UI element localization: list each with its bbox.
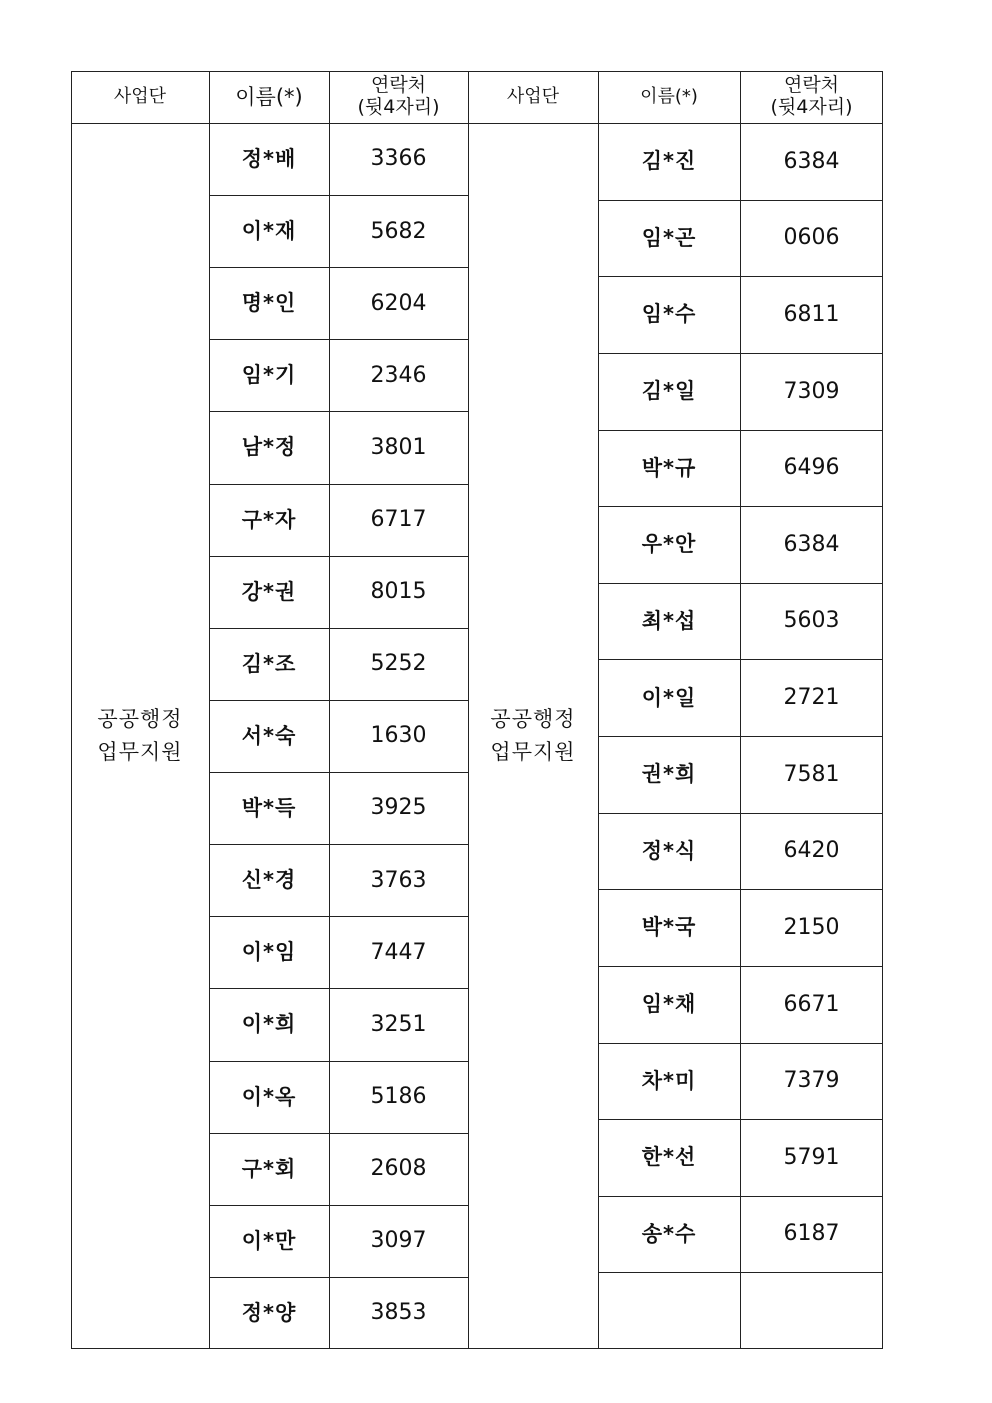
dept-right-line1: 공공행정 [490,707,576,732]
h-rule [209,1277,468,1278]
h-rule [209,195,468,196]
v-rule [740,71,741,1349]
right-contact-cell: 7581 [783,761,840,787]
right-name-cell [598,1272,740,1349]
header-contact-right-line1: 연락처 [783,74,840,97]
left-name-cell: 정*양 [241,1300,297,1325]
h-rule [209,772,468,773]
right-name-cell: 송*수 [641,1221,697,1246]
left-name-cell: 서*숙 [241,723,297,748]
left-name-cell: 이*재 [241,219,297,244]
left-contact-cell: 2346 [370,362,427,388]
left-name-cell: 임*기 [241,363,297,388]
left-contact-cell: 2608 [370,1156,427,1182]
header-contact-right [740,71,883,123]
right-contact-cell: 6187 [783,1221,840,1247]
h-rule [598,813,883,814]
header-contact-left-line2: (뒷4자리) [357,96,440,118]
left-name-cell: 이*만 [241,1228,297,1253]
h-rule [598,583,883,584]
left-name-cell: 강*권 [241,579,297,604]
left-contact-cell: 3366 [370,146,427,172]
right-name-cell: 최*섭 [641,608,697,633]
dept-right-line2: 업무지원 [490,740,576,764]
h-rule [209,844,468,845]
v-rule [468,71,469,1349]
v-rule [329,71,330,1349]
right-name-cell: 박*국 [641,915,697,940]
right-contact-cell: 6384 [783,531,840,557]
left-name-cell: 김*조 [241,651,297,676]
h-rule [209,1133,468,1134]
header-dept-left: 사업단 [113,85,167,107]
dept-cell-left [71,123,209,1349]
right-name-cell: 차*미 [641,1068,697,1093]
header-contact-right-line2: (뒷4자리) [770,96,853,118]
h-rule [598,276,883,277]
left-name-cell: 명*인 [241,291,297,316]
left-contact-cell: 3925 [370,795,427,821]
h-rule [209,339,468,340]
left-contact-cell: 7447 [370,939,427,965]
right-name-cell: 임*채 [641,992,697,1017]
dept-cell-right [468,123,598,1349]
left-contact-cell: 6204 [370,290,427,316]
h-rule [598,506,883,507]
h-rule [209,556,468,557]
right-contact-cell: 7309 [783,378,840,404]
right-name-cell: 박*규 [641,455,697,480]
left-contact-cell: 5186 [370,1083,427,1109]
left-contact-cell: 3801 [370,434,427,460]
left-contact-cell: 6717 [370,506,427,532]
dept-left-line1: 공공행정 [97,707,183,732]
v-rule [598,71,599,1349]
h-rule [598,659,883,660]
right-contact-cell: 5791 [783,1144,840,1170]
right-contact-cell: 2150 [783,914,840,940]
right-contact-cell: 6420 [783,838,840,864]
header-contact-left-line1: 연락처 [370,74,427,97]
h-rule [598,1043,883,1044]
h-rule [598,1119,883,1120]
h-rule [209,1061,468,1062]
right-contact-cell [740,1272,883,1349]
right-name-cell: 권*희 [641,762,697,787]
right-name-cell: 임*수 [641,302,697,327]
h-rule [209,988,468,989]
left-contact-cell: 3853 [370,1300,427,1326]
right-name-cell: 임*곤 [641,225,697,250]
dept-left-line2: 업무지원 [97,740,183,764]
header-name-right: 이름(*) [640,85,698,107]
h-rule [598,430,883,431]
h-rule [598,889,883,890]
h-rule [598,353,883,354]
left-name-cell: 구*회 [241,1156,297,1181]
header-name-left: 이름(*) [235,84,303,109]
right-contact-cell: 5603 [783,608,840,634]
header-dept-right: 사업단 [506,85,560,107]
right-name-cell: 김*진 [641,149,697,174]
h-rule [71,1348,883,1349]
h-rule [598,1272,883,1273]
h-rule [209,700,468,701]
left-name-cell: 이*임 [241,940,297,965]
h-rule [209,1205,468,1206]
left-name-cell: 이*희 [241,1012,297,1037]
left-contact-cell: 5682 [370,218,427,244]
h-rule [598,1196,883,1197]
left-contact-cell: 3763 [370,867,427,893]
v-rule [71,71,72,1349]
right-name-cell: 우*안 [641,532,697,557]
h-rule [598,200,883,201]
h-rule [209,267,468,268]
left-contact-cell: 8015 [370,579,427,605]
left-name-cell: 이*옥 [241,1084,297,1109]
v-rule [209,71,210,1349]
right-name-cell: 정*식 [641,838,697,863]
left-name-cell: 정*배 [241,146,297,171]
header-contact-left [329,71,468,123]
right-contact-cell: 6496 [783,455,840,481]
right-contact-cell: 6671 [783,991,840,1017]
h-rule [598,736,883,737]
left-name-cell: 남*정 [241,435,297,460]
h-rule [209,628,468,629]
h-rule [209,411,468,412]
right-name-cell: 한*선 [641,1145,697,1170]
left-contact-cell: 3097 [370,1228,427,1254]
left-name-cell: 박*득 [241,796,297,821]
right-name-cell: 김*일 [641,379,697,404]
h-rule [209,916,468,917]
right-contact-cell: 2721 [783,685,840,711]
left-name-cell: 신*경 [241,868,297,893]
right-contact-cell: 7379 [783,1068,840,1094]
right-contact-cell: 6384 [783,148,840,174]
contact-table [71,71,883,1349]
right-contact-cell: 6811 [783,301,840,327]
left-contact-cell: 3251 [370,1011,427,1037]
v-rule [882,71,883,1349]
h-rule [209,484,468,485]
right-name-cell: 이*일 [641,685,697,710]
left-contact-cell: 5252 [370,651,427,677]
right-contact-cell: 0606 [783,225,840,251]
h-rule [71,71,883,72]
left-name-cell: 구*자 [241,507,297,532]
h-rule [598,966,883,967]
left-contact-cell: 1630 [370,723,427,749]
h-rule [71,123,883,124]
